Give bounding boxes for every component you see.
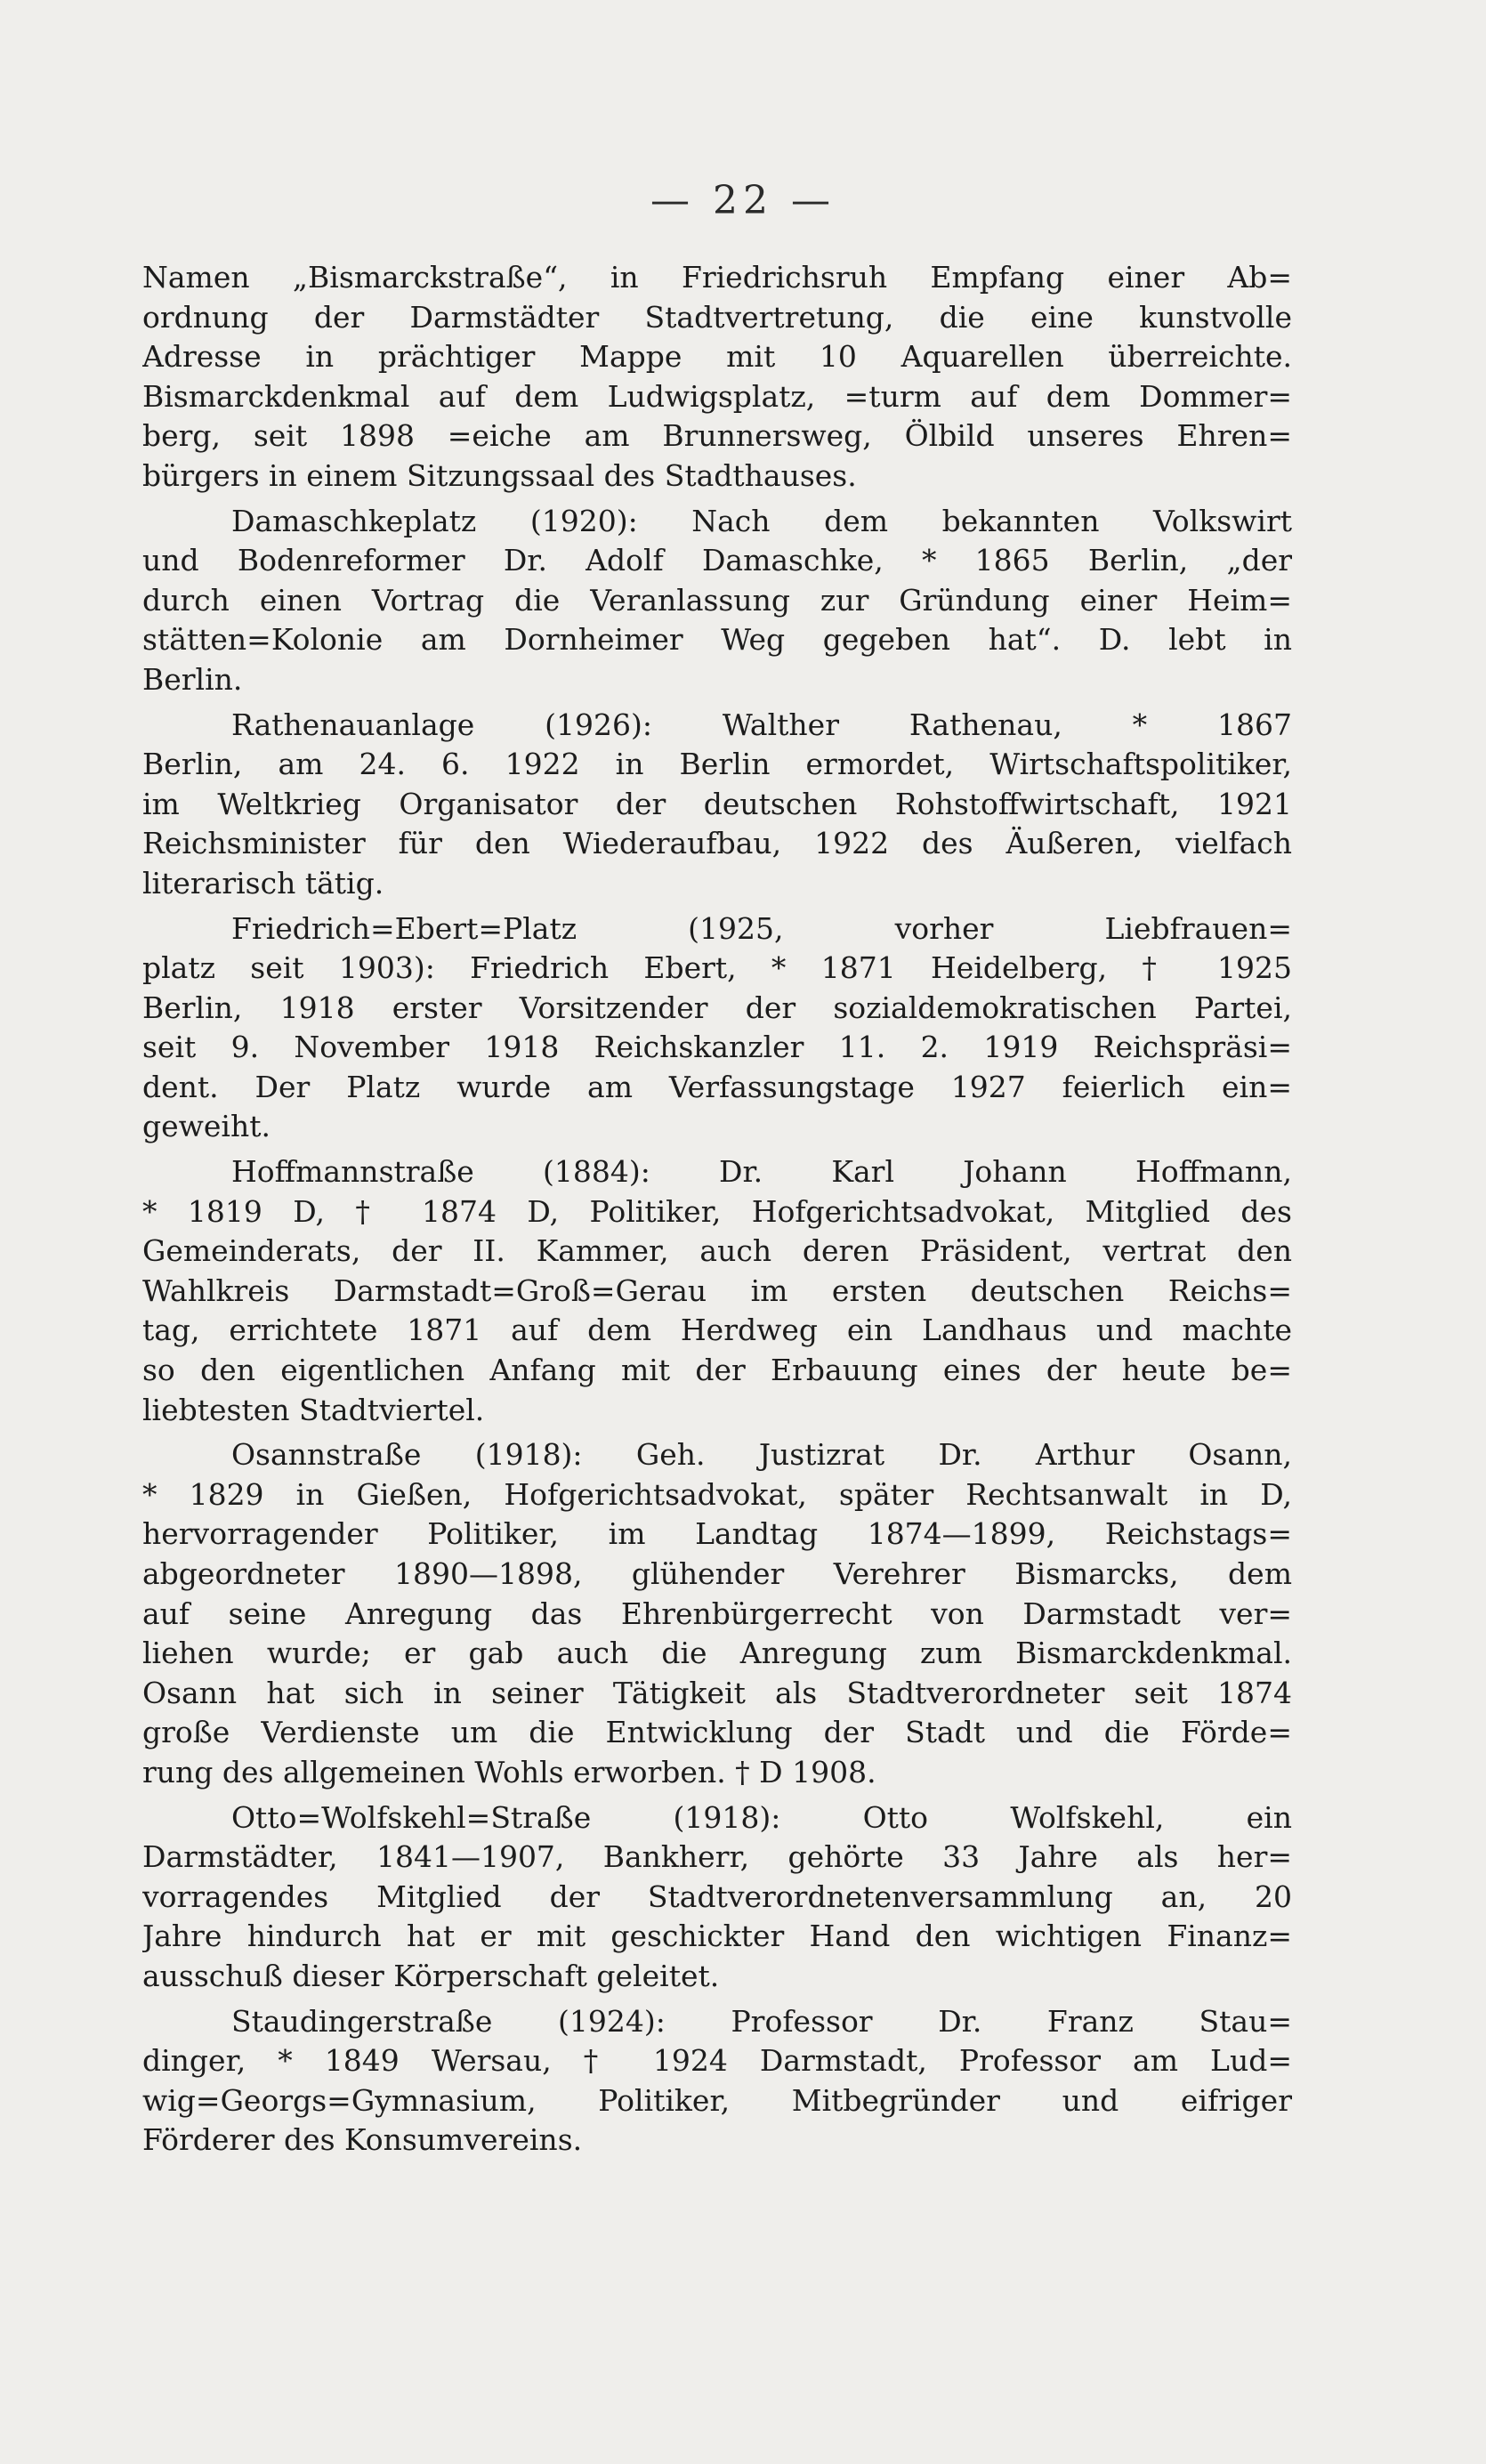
- text-line: bürgers in einem Sitzungssaal des Stadthauses.: [142, 457, 857, 493]
- paragraph-rathenauanlage: [142, 706, 1292, 904]
- text-line: Jahre hindurch hat er mit geschickter Hand den wichtigen Finanz=: [142, 1919, 1292, 1954]
- text-line: dent. Der Platz wurde am Verfassungstage 1927 feierlich ein=: [142, 1069, 1292, 1104]
- text-line: durch einen Vortrag die Veranlassung zur Gründung einer Heim=: [142, 582, 1292, 618]
- text-line: wig=Georgs=Gymnasium, Politiker, Mitbegründer und eifriger: [142, 2082, 1292, 2118]
- text-line: Osann hat sich in seiner Tätigkeit als Stadtverordneter seit 1874: [142, 1675, 1292, 1710]
- paragraph-otto-wolfskehl-strasse: [142, 1798, 1292, 1997]
- text-line: Osannstraße (1918): Geh. Justizrat Dr. Arthur Osann,: [231, 1437, 1292, 1473]
- text-line: liehen wurde; er gab auch die Anregung zum Bismarckdenkmal.: [142, 1636, 1292, 1671]
- text-line: * 1819 D, † 1874 D, Politiker, Hofgerichtsadvokat, Mitglied des: [142, 1193, 1292, 1229]
- paragraph-friedrich-ebert-platz: [142, 909, 1292, 1148]
- text-line: auf seine Anregung das Ehrenbürgerrecht von Darmstadt ver=: [142, 1596, 1292, 1631]
- paragraph-staudingerstrasse: [142, 2002, 1292, 2161]
- text-line: so den eigentlichen Anfang mit der Erbauung eines der heute be=: [142, 1353, 1292, 1388]
- text-line: Förderer des Konsumvereins.: [142, 2122, 583, 2158]
- text-line: hervorragender Politiker, im Landtag 1874—1899, Reichstags=: [142, 1516, 1292, 1552]
- text-line: * 1829 in Gießen, Hofgerichtsadvokat, später Rechtsanwalt in D,: [142, 1476, 1292, 1512]
- text-line: Gemeinderats, der II. Kammer, auch deren Präsident, vertrat den: [142, 1233, 1292, 1269]
- text-line: Staudingerstraße (1924): Professor Dr. Franz Stau=: [231, 2003, 1292, 2039]
- text-line: Namen „Bismarckstraße“, in Friedrichsruh Empfang einer Ab=: [142, 260, 1292, 295]
- paragraph-intro: [142, 258, 1292, 497]
- text-line: Rathenauanlage (1926): Walther Rathenau, * 1867: [231, 707, 1292, 742]
- text-line: Adresse in prächtiger Mappe mit 10 Aquarellen überreichte.: [142, 339, 1292, 375]
- text-line: im Weltkrieg Organisator der deutschen Rohstoffwirtschaft, 1921: [142, 786, 1292, 821]
- text-line: berg, seit 1898 =eiche am Brunnersweg, Ölbild unseres Ehren=: [142, 418, 1292, 454]
- text-line: Hoffmannstraße (1884): Dr. Karl Johann Hoffmann,: [231, 1154, 1292, 1190]
- paragraph-osannstrasse: [142, 1435, 1292, 1792]
- text-line: Damaschkeplatz (1920): Nach dem bekannten Volkswirt: [231, 503, 1292, 538]
- text-line: stätten=Kolonie am Dornheimer Weg gegeben hat“. D. lebt in: [142, 622, 1292, 658]
- text-line: große Verdienste um die Entwicklung der Stadt und die Förde=: [142, 1715, 1292, 1750]
- text-line: platz seit 1903): Friedrich Ebert, * 1871 Heidelberg, † 1925: [142, 950, 1292, 986]
- text-line: Otto=Wolfskehl=Straße (1918): Otto Wolfskehl, ein: [231, 1799, 1292, 1835]
- text-line: Bismarckdenkmal auf dem Ludwigsplatz, =turm auf dem Dommer=: [142, 378, 1292, 414]
- text-line: dinger, * 1849 Wersau, † 1924 Darmstadt, Professor am Lud=: [142, 2043, 1292, 2079]
- text-line: ausschuß dieser Körperschaft geleitet.: [142, 1958, 720, 1993]
- text-line: und Bodenreformer Dr. Adolf Damaschke, * 1865 Berlin, „der: [142, 543, 1292, 578]
- paragraph-hoffmannstrasse: [142, 1152, 1292, 1430]
- text-line: literarisch tätig.: [142, 865, 384, 901]
- text-line: Berlin.: [142, 661, 243, 697]
- page-number: — 22 —: [650, 178, 836, 223]
- text-line: Berlin, am 24. 6. 1922 in Berlin ermordet, Wirtschaftspolitiker,: [142, 747, 1292, 782]
- text-line: ordnung der Darmstädter Stadtvertretung, die eine kunstvolle: [142, 299, 1292, 335]
- text-line: Reichsminister für den Wiederaufbau, 1922 des Äußeren, vielfach: [142, 826, 1292, 861]
- text-line: liebtesten Stadtviertel.: [142, 1392, 485, 1427]
- text-line: rung des allgemeinen Wohls erworben. † D 1908.: [142, 1754, 876, 1789]
- body-text: [142, 258, 1292, 2161]
- text-line: Wahlkreis Darmstadt=Groß=Gerau im ersten deutschen Reichs=: [142, 1272, 1292, 1308]
- text-line: tag, errichtete 1871 auf dem Herdweg ein Landhaus und machte: [142, 1313, 1292, 1348]
- paragraph-damaschkeplatz: [142, 502, 1292, 700]
- text-line: seit 9. November 1918 Reichskanzler 11. 2. 1919 Reichspräsi=: [142, 1030, 1292, 1065]
- text-line: abgeordneter 1890—1898, glühender Verehrer Bismarcks, dem: [142, 1556, 1292, 1591]
- text-line: vorragendes Mitglied der Stadtverordnetenversammlung an, 20: [142, 1878, 1292, 1914]
- text-line: geweiht.: [142, 1109, 271, 1144]
- text-line: Friedrich=Ebert=Platz (1925, vorher Liebfrauen=: [231, 910, 1292, 946]
- text-line: Darmstädter, 1841—1907, Bankherr, gehörte 33 Jahre als her=: [142, 1839, 1292, 1875]
- text-line: Berlin, 1918 erster Vorsitzender der sozialdemokratischen Partei,: [142, 990, 1292, 1025]
